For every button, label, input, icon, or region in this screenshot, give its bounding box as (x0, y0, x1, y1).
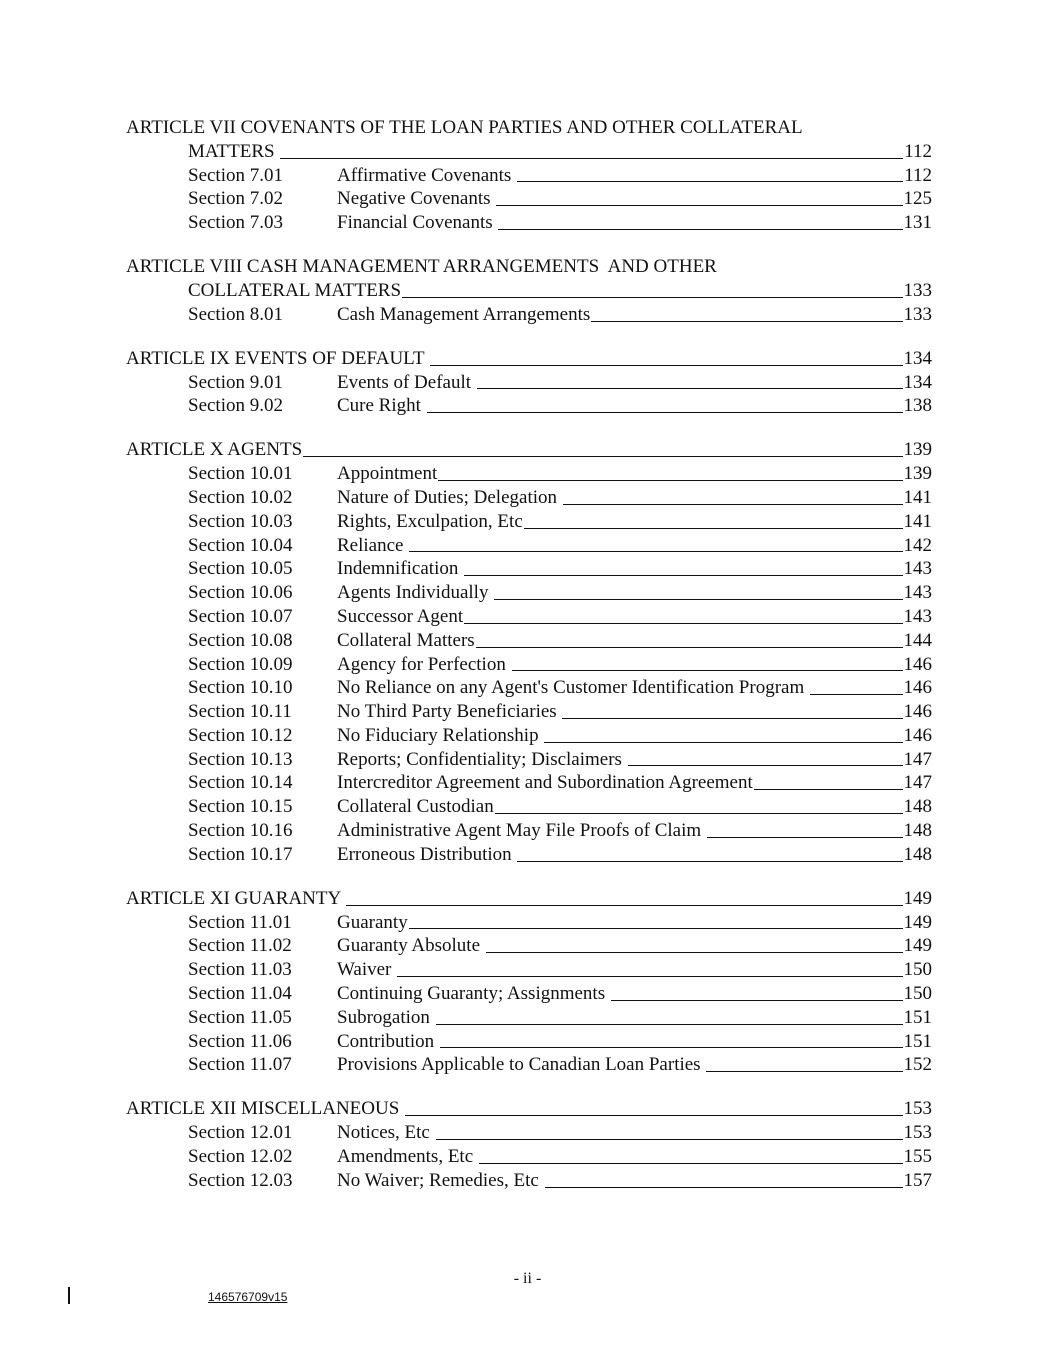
toc-section-entry[interactable] (126, 303, 932, 327)
toc-section-entry[interactable] (126, 676, 932, 700)
leader-line (303, 456, 902, 457)
toc-section-title: Waiver (337, 959, 397, 981)
toc-page-number: 139 (903, 463, 932, 485)
toc-section-number: Section 11.05 (188, 1006, 292, 1028)
toc-section-entry[interactable] (126, 629, 932, 653)
toc-article-title: ARTICLE X AGENTS (126, 439, 303, 461)
leader-line (477, 388, 903, 389)
toc-page-number: 112 (904, 140, 932, 162)
toc-page-number: 152 (903, 1054, 932, 1076)
toc-section-number: Section 10.09 (188, 653, 293, 675)
toc-page-number: 150 (903, 983, 932, 1005)
toc-section-number: Section 10.11 (188, 701, 292, 723)
toc-article-heading[interactable] (126, 347, 932, 371)
toc-section-number: Section 10.02 (188, 486, 293, 508)
toc-section-title: Appointment (337, 463, 438, 485)
toc-section-title: Subrogation (337, 1006, 435, 1028)
toc-page-number: 147 (903, 772, 932, 794)
toc-article (126, 255, 932, 326)
toc-section-number: Section 10.14 (188, 772, 293, 794)
leader-line (397, 976, 902, 977)
toc-section-number: Section 10.04 (188, 534, 293, 556)
toc-section-title: Agents Individually (337, 582, 494, 604)
toc-section-title: Guaranty (337, 911, 408, 933)
toc-section-number: Section 11.02 (188, 935, 292, 957)
toc-section-entry[interactable] (126, 700, 932, 724)
toc-page-number: 148 (903, 843, 932, 865)
toc-section-entry[interactable] (126, 724, 932, 748)
toc-page-number: 153 (903, 1122, 932, 1144)
toc-section-number: Section 10.05 (188, 558, 293, 580)
toc-page-number: 146 (903, 724, 932, 746)
toc-page-number: 143 (903, 605, 932, 627)
toc-page-number: 150 (903, 959, 932, 981)
toc-section-entry[interactable] (126, 1030, 932, 1054)
toc-section-title: Reports; Confidentiality; Disclaimers (337, 748, 627, 770)
toc-page-number: 155 (903, 1146, 932, 1168)
table-of-contents (126, 116, 932, 1193)
toc-section-title: No Third Party Beneficiaries (337, 701, 562, 723)
toc-section-entry[interactable] (126, 211, 932, 235)
leader-line (545, 1187, 903, 1188)
toc-page-number: 134 (903, 371, 932, 393)
toc-page-number: 146 (903, 677, 932, 699)
toc-article-heading[interactable] (126, 1097, 932, 1121)
leader-line (409, 551, 902, 552)
toc-article-title: ARTICLE XI GUARANTY (126, 887, 346, 909)
leader-line (562, 718, 902, 719)
toc-article-title: ARTICLE VIII CASH MANAGEMENT ARRANGEMENTS AND OTHER (126, 256, 717, 278)
page-number: - ii - (513, 1270, 542, 1287)
toc-page-number: 141 (903, 510, 932, 532)
toc-section-title: Guaranty Absolute (337, 935, 485, 957)
leader-line (628, 765, 903, 766)
leader-line (496, 205, 902, 206)
toc-section-entry[interactable] (126, 581, 932, 605)
toc-section-entry[interactable] (126, 771, 932, 795)
toc-section-entry[interactable] (126, 394, 932, 418)
toc-page-number: 134 (903, 347, 932, 369)
toc-section-entry[interactable] (126, 934, 932, 958)
toc-page-number: 133 (903, 279, 932, 301)
toc-section-title: Cure Right (337, 395, 426, 417)
leader-line (464, 623, 902, 624)
toc-section-number: Section 10.13 (188, 748, 293, 770)
toc-article-heading[interactable] (126, 438, 932, 462)
toc-page-number: 149 (903, 911, 932, 933)
toc-section-number: Section 8.01 (188, 303, 283, 325)
toc-section-number: Section 10.10 (188, 677, 293, 699)
leader-line (405, 1115, 902, 1116)
toc-article-heading[interactable] (126, 279, 932, 303)
leader-line (430, 365, 902, 366)
leader-line (563, 504, 903, 505)
leader-line (436, 1024, 903, 1025)
toc-section-number: Section 11.01 (188, 911, 292, 933)
leader-line (524, 528, 903, 529)
leader-line (479, 1163, 903, 1164)
toc-section-title: Collateral Matters (337, 629, 475, 651)
leader-line (440, 1047, 903, 1048)
toc-section-entry[interactable] (126, 486, 932, 510)
leader-line (438, 480, 902, 481)
toc-section-entry[interactable] (126, 557, 932, 581)
leader-line (346, 905, 902, 906)
toc-page-number: 144 (903, 629, 932, 651)
leader-line (280, 158, 903, 159)
toc-section-number: Section 11.07 (188, 1054, 292, 1076)
toc-section-number: Section 12.02 (188, 1146, 293, 1168)
toc-article-title: ARTICLE XII MISCELLANEOUS (126, 1098, 405, 1120)
toc-page-number: 125 (903, 188, 932, 210)
toc-section-title: Notices, Etc (337, 1122, 435, 1144)
toc-section-entry[interactable] (126, 371, 932, 395)
toc-section-entry[interactable] (126, 1053, 932, 1077)
toc-section-entry[interactable] (126, 843, 932, 867)
toc-section-title: Contribution (337, 1030, 439, 1052)
toc-section-title: Administrative Agent May File Proofs of Claim (337, 820, 706, 842)
leader-line (402, 297, 902, 298)
toc-page-number: 149 (903, 887, 932, 909)
leader-line (409, 928, 903, 929)
toc-section-title: Reliance (337, 534, 409, 556)
toc-section-entry[interactable] (126, 510, 932, 534)
toc-section-number: Section 12.03 (188, 1169, 293, 1191)
toc-section-number: Section 12.01 (188, 1122, 293, 1144)
toc-article (126, 1097, 932, 1192)
toc-section-number: Section 7.03 (188, 212, 283, 234)
toc-section-entry[interactable] (126, 1145, 932, 1169)
toc-section-entry[interactable] (126, 1006, 932, 1030)
toc-section-title: Amendments, Etc (337, 1146, 478, 1168)
toc-section-number: Section 10.12 (188, 724, 293, 746)
toc-section-entry[interactable] (126, 605, 932, 629)
toc-section-number: Section 10.01 (188, 463, 293, 485)
toc-section-entry[interactable] (126, 1169, 932, 1193)
toc-page-number: 143 (903, 582, 932, 604)
leader-line (427, 412, 903, 413)
toc-article (126, 438, 932, 866)
toc-section-entry[interactable] (126, 653, 932, 677)
toc-section-number: Section 9.02 (188, 395, 283, 417)
toc-section-title: Collateral Custodian (337, 796, 494, 818)
leader-line (512, 670, 903, 671)
toc-article-title: COLLATERAL MATTERS (188, 279, 402, 301)
toc-page-number: 133 (903, 303, 932, 325)
toc-page-number: 138 (903, 395, 932, 417)
leader-line (498, 229, 902, 230)
leader-line (544, 742, 902, 743)
toc-section-entry[interactable] (126, 795, 932, 819)
toc-page-number: 143 (903, 558, 932, 580)
change-bar (68, 1287, 70, 1304)
toc-section-title: Negative Covenants (337, 188, 496, 210)
toc-article (126, 116, 932, 235)
toc-section-number: Section 11.04 (188, 983, 292, 1005)
toc-section-number: Section 10.15 (188, 796, 293, 818)
leader-line (707, 837, 903, 838)
leader-line (706, 1071, 902, 1072)
leader-line (436, 1139, 903, 1140)
toc-section-title: Provisions Applicable to Canadian Loan Parties (337, 1054, 706, 1076)
toc-section-title: Indemnification (337, 558, 464, 580)
document-id: 146576709v15 (208, 1290, 288, 1304)
toc-section-title: Events of Default (337, 371, 476, 393)
toc-section-number: Section 10.03 (188, 510, 293, 532)
toc-section-title: Financial Covenants (337, 212, 498, 234)
toc-page-number: 141 (903, 486, 932, 508)
toc-page-number: 148 (903, 796, 932, 818)
toc-article-heading-line[interactable] (126, 255, 932, 279)
toc-section-entry[interactable] (126, 748, 932, 772)
toc-article-title: MATTERS (188, 140, 280, 162)
toc-section-entry[interactable] (126, 187, 932, 211)
leader-line (494, 599, 902, 600)
toc-section-number: Section 7.02 (188, 188, 283, 210)
leader-line (517, 181, 903, 182)
toc-section-title: Successor Agent (337, 605, 464, 627)
toc-page-number: 151 (903, 1030, 932, 1052)
toc-page-number: 153 (903, 1098, 932, 1120)
toc-section-title: Agency for Perfection (337, 653, 511, 675)
toc-page-number: 157 (903, 1169, 932, 1191)
toc-article-title: ARTICLE IX EVENTS OF DEFAULT (126, 347, 430, 369)
toc-section-number: Section 10.16 (188, 820, 293, 842)
toc-page-number: 151 (903, 1006, 932, 1028)
toc-section-number: Section 10.07 (188, 605, 293, 627)
leader-line (464, 575, 902, 576)
toc-section-number: Section 11.03 (188, 959, 292, 981)
toc-article-title: ARTICLE VII COVENANTS OF THE LOAN PARTIES AND OTHER COLLATERAL (126, 117, 803, 138)
toc-section-entry[interactable] (126, 164, 932, 188)
toc-page-number: 139 (903, 439, 932, 461)
leader-line (754, 789, 903, 790)
leader-line (495, 813, 903, 814)
toc-section-title: No Fiduciary Relationship (337, 724, 544, 746)
toc-section-entry[interactable] (126, 958, 932, 982)
toc-section-entry[interactable] (126, 982, 932, 1006)
toc-section-entry[interactable] (126, 534, 932, 558)
toc-article-heading-line[interactable] (126, 116, 932, 140)
toc-section-number: Section 10.06 (188, 582, 293, 604)
leader-line (611, 1000, 903, 1001)
toc-page-number: 112 (904, 164, 932, 186)
toc-section-title: Erroneous Distribution (337, 843, 517, 865)
toc-section-entry[interactable] (126, 462, 932, 486)
leader-line (517, 861, 902, 862)
toc-article (126, 347, 932, 418)
toc-section-number: Section 9.01 (188, 371, 283, 393)
toc-section-entry[interactable] (126, 819, 932, 843)
toc-section-title: Continuing Guaranty; Assignments (337, 983, 610, 1005)
toc-section-number: Section 10.08 (188, 629, 293, 651)
toc-section-title: Rights, Exculpation, Etc (337, 510, 523, 532)
leader-line (476, 647, 903, 648)
toc-article-heading[interactable] (126, 140, 932, 164)
toc-article (126, 887, 932, 1077)
toc-section-title: Affirmative Covenants (337, 164, 517, 186)
toc-section-title: Cash Management Arrangements (337, 303, 591, 325)
toc-page-number: 131 (903, 212, 932, 234)
toc-article-heading[interactable] (126, 887, 932, 911)
toc-section-title: No Reliance on any Agent's Customer Identification Program (337, 677, 809, 699)
toc-page-number: 146 (903, 653, 932, 675)
toc-page-number: 146 (903, 701, 932, 723)
toc-section-number: Section 7.01 (188, 164, 283, 186)
leader-line (810, 694, 903, 695)
leader-line (591, 321, 902, 322)
toc-section-number: Section 10.17 (188, 843, 293, 865)
toc-section-entry[interactable] (126, 1121, 932, 1145)
toc-page-number: 147 (903, 748, 932, 770)
leader-line (486, 952, 903, 953)
toc-section-entry[interactable] (126, 911, 932, 935)
toc-section-title: Intercreditor Agreement and Subordination Agreement (337, 772, 753, 794)
toc-page-number: 149 (903, 935, 932, 957)
toc-section-title: No Waiver; Remedies, Etc (337, 1169, 544, 1191)
toc-section-number: Section 11.06 (188, 1030, 292, 1052)
toc-page-number: 148 (903, 820, 932, 842)
toc-section-title: Nature of Duties; Delegation (337, 486, 562, 508)
toc-page-number: 142 (903, 534, 932, 556)
